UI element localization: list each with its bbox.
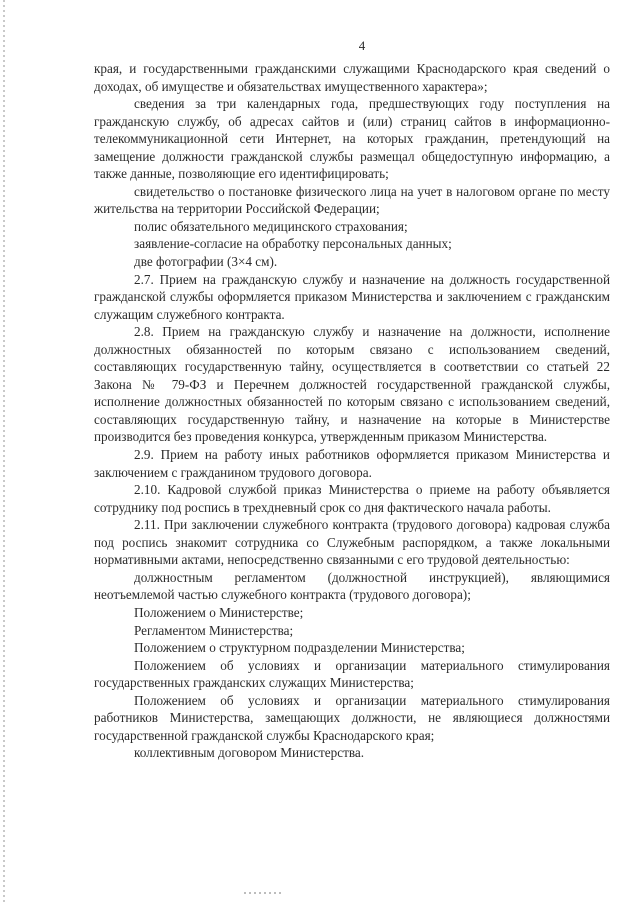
- paragraph: Регламентом Министерства;: [134, 622, 294, 638]
- paragraph: Положением о Министерстве;: [134, 604, 304, 620]
- paragraph: свидетельство о постановке физического лица на учет в налоговом органе по месту жительства на территории Российской Федерации;: [94, 183, 610, 217]
- paragraph: коллективным договором Министерства.: [134, 745, 365, 761]
- paragraph: полис обязательного медицинского страхования;: [134, 218, 408, 234]
- paragraph: должностным регламентом (должностной инструкцией), являющимися неотъемлемой частью служебного контракта (трудового договора);: [94, 569, 610, 603]
- paragraph: 2.11. При заключении служебного контракта (трудового договора) кадровая служба под роспись знакомит сотрудника со Служебным распорядком, а также локальными нормативными актами, непосредственно связанными с его трудовой деятельностью:: [94, 517, 610, 568]
- scan-edge: [3, 0, 5, 905]
- paragraph: Положением о структурном подразделении Министерства;: [134, 640, 465, 656]
- page-number: 4: [358, 38, 366, 53]
- document-body: [94, 60, 610, 762]
- paragraph: края, и государственными гражданскими служащими Краснодарского края сведений о доходах, об имуществе и обязательствах имущественного характера»;: [94, 61, 610, 94]
- scan-artifact: [244, 892, 284, 894]
- paragraph: 2.7. Прием на гражданскую службу и назначение на должность государственной гражданской службы оформляется приказом Министерства и заключением с гражданским служащим служебного контракта.: [94, 271, 610, 322]
- paragraph: сведения за три календарных года, предшествующих году поступления на гражданскую службу, об адресах сайтов и (или) страниц сайтов в информационно-телекоммуникационной сети Интернет, на которых гражданин, претендующий на замещение должности гражданской службы размещал общедоступную информацию, а также данные, позволяющие его идентифицировать;: [94, 96, 610, 182]
- paragraph: Положением об условиях и организации материального стимулирования государственных гражданских служащих Министерства;: [94, 657, 610, 691]
- paragraph: две фотографии (3×4 см).: [134, 254, 278, 270]
- paragraph: 2.9. Прием на работу иных работников оформляется приказом Министерства и заключением с гражданином трудового договора.: [94, 447, 610, 480]
- paragraph: заявление-согласие на обработку персональных данных;: [134, 236, 452, 252]
- paragraph: 2.8. Прием на гражданскую службу и назначение на должности, исполнение должностных обязанностей по которым связано с использованием сведений, составляющих государственную тайну, осуществляется в соответствии со статьей 22 Закона № 79-ФЗ и Перечнем должностей государственной гражданской службы, исполнение должностных обязанностей по которым связано с использованием сведений, составляющих государственную тайну, и назначение на которые в Министерстве производится без проведения конкурса, утвержденным приказом Министерства.: [94, 324, 610, 445]
- paragraph: Положением об условиях и организации материального стимулирования работников Министерства, замещающих должности, не являющиеся должностями государственной гражданской службы Краснодарского края;: [94, 692, 610, 743]
- paragraph: 2.10. Кадровой службой приказ Министерства о приеме на работу объявляется сотруднику под роспись в трехдневный срок со дня фактического начала работы.: [94, 482, 610, 515]
